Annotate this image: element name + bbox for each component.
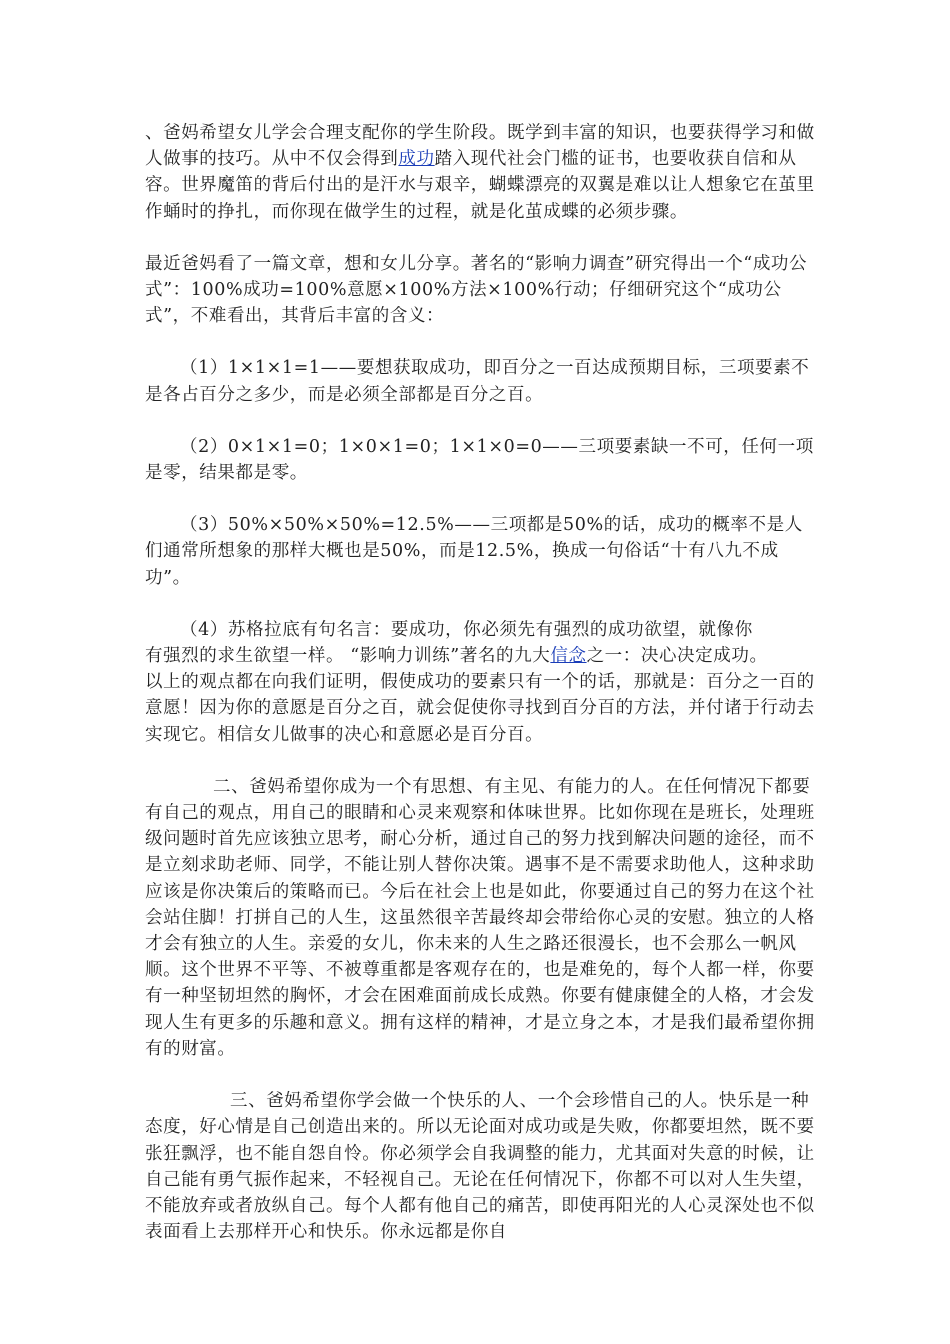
paragraph-point-4-line2-text: 有强烈的求生欲望一样。 “影响力训练”著名的九大 xyxy=(145,646,551,667)
document-body xyxy=(145,120,815,1245)
paragraph-section-three: 三、爸妈希望你学会做一个快乐的人、一个会珍惜自己的人。快乐是一种态度，好心情是自己创造出来的。所以无论面对成功或是失败，你都要坦然，既不要张狂飘浮，也不能自怨自怜。你必须学会自我调整的能力，尤其面对失意的时候，让自己能有勇气振作起来，不轻视自己。无论在任何情况下，你都不可以对人生失望，不能放弃或者放纵自己。每个人都有他自己的痛苦，即使再阳光的人心灵深处也不似表面看上去那样开心和快乐。你永远都是你自 xyxy=(145,1091,815,1243)
paragraph-intro-text-after: 踏入现代社会门槛的证书，也要收获自信和从容。世界魔笛的背后付出的是汗水与艰辛，蝴蝶漂亮的双翼是难以让人想象它在茧里作蛹时的挣扎，而你现在做学生的过程，就是化茧成蝶的必须步骤。 xyxy=(145,149,815,222)
paragraph-point-4-line2-end: 之一：决心决定成功。 xyxy=(586,646,768,667)
paragraph-point-1: （1）1×1×1=1——要想获取成功，即百分之一百达成预期目标，三项要素不是各占百分之多少，而是必须全部都是百分之百。 xyxy=(145,358,810,405)
paragraph-point-4-rest: 以上的观点都在向我们证明，假使成功的要素只有一个的话，那就是：百分之一百的意愿！因为你的意愿是百分之百，就会促使你寻找到百分百的方法，并付诸于行动去实现它。相信女儿做事的决心和意愿必是百分百。 xyxy=(145,672,815,745)
paragraph-formula-intro: 最近爸妈看了一篇文章，想和女儿分享。著名的“影响力调查”研究得出一个“成功公式”：100%成功=100%意愿×100%方法×100%行动；仔细研究这个“成功公式”，不难看出，其背后丰富的含义： xyxy=(145,253,808,327)
link-belief[interactable]: 信念 xyxy=(550,646,587,667)
paragraph-section-two: 二、爸妈希望你成为一个有思想、有主见、有能力的人。在任何情况下都要有自己的观点，用自己的眼睛和心灵来观察和体味世界。比如你现在是班长，处理班级问题时首先应该独立思考，耐心分析，通过自己的努力找到解决问题的途径，而不是立刻求助老师、同学，不能让别人替你决策。遇事不是不需要求助他人，这种求助应该是你决策后的策略而已。今后在社会上也是如此，你要通过自己的努力在这个社会站住脚！打拼自己的人生，这虽然很辛苦最终却会带给你心灵的安慰。独立的人格才会有独立的人生。亲爱的女儿，你未来的人生之路还很漫长，也不会那么一帆风顺。这个世界不平等、不被尊重都是客观存在的，也是难免的，每个人都一样，你要有一种坚韧坦然的胸怀，才会在困难面前成长成熟。你要有健康健全的人格，才会发现人生有更多的乐趣和意义。拥有这样的精神，才是立身之本，才是我们最希望你拥有的财富。 xyxy=(145,776,815,1059)
paragraph-point-3: （3）50%×50%×50%=12.5%——三项都是50%的话，成功的概率不是人们通常所想象的那样大概也是50%，而是12.5%，换成一句俗话“十有八九不成功”。 xyxy=(145,515,803,588)
paragraph-point-4-line1: （4）苏格拉底有句名言：要成功，你必须先有强烈的成功欲望，就像你 xyxy=(180,619,753,640)
link-success[interactable]: 成功 xyxy=(398,149,435,170)
paragraph-intro-text-before: 、爸妈希望女儿学会合理支配你的学生阶段。既学到丰富的知识，也要获得学习和做人做事的技巧。从中不仅会得到 xyxy=(145,123,815,170)
paragraph-point-4 xyxy=(145,617,815,748)
paragraph-point-4-line2 xyxy=(145,643,815,669)
paragraph-point-2: （2）0×1×1=0；1×0×1=0；1×1×0=0——三项要素缺一不可，任何一项是零，结果都是零。 xyxy=(145,436,814,484)
paragraph-intro xyxy=(145,120,815,225)
